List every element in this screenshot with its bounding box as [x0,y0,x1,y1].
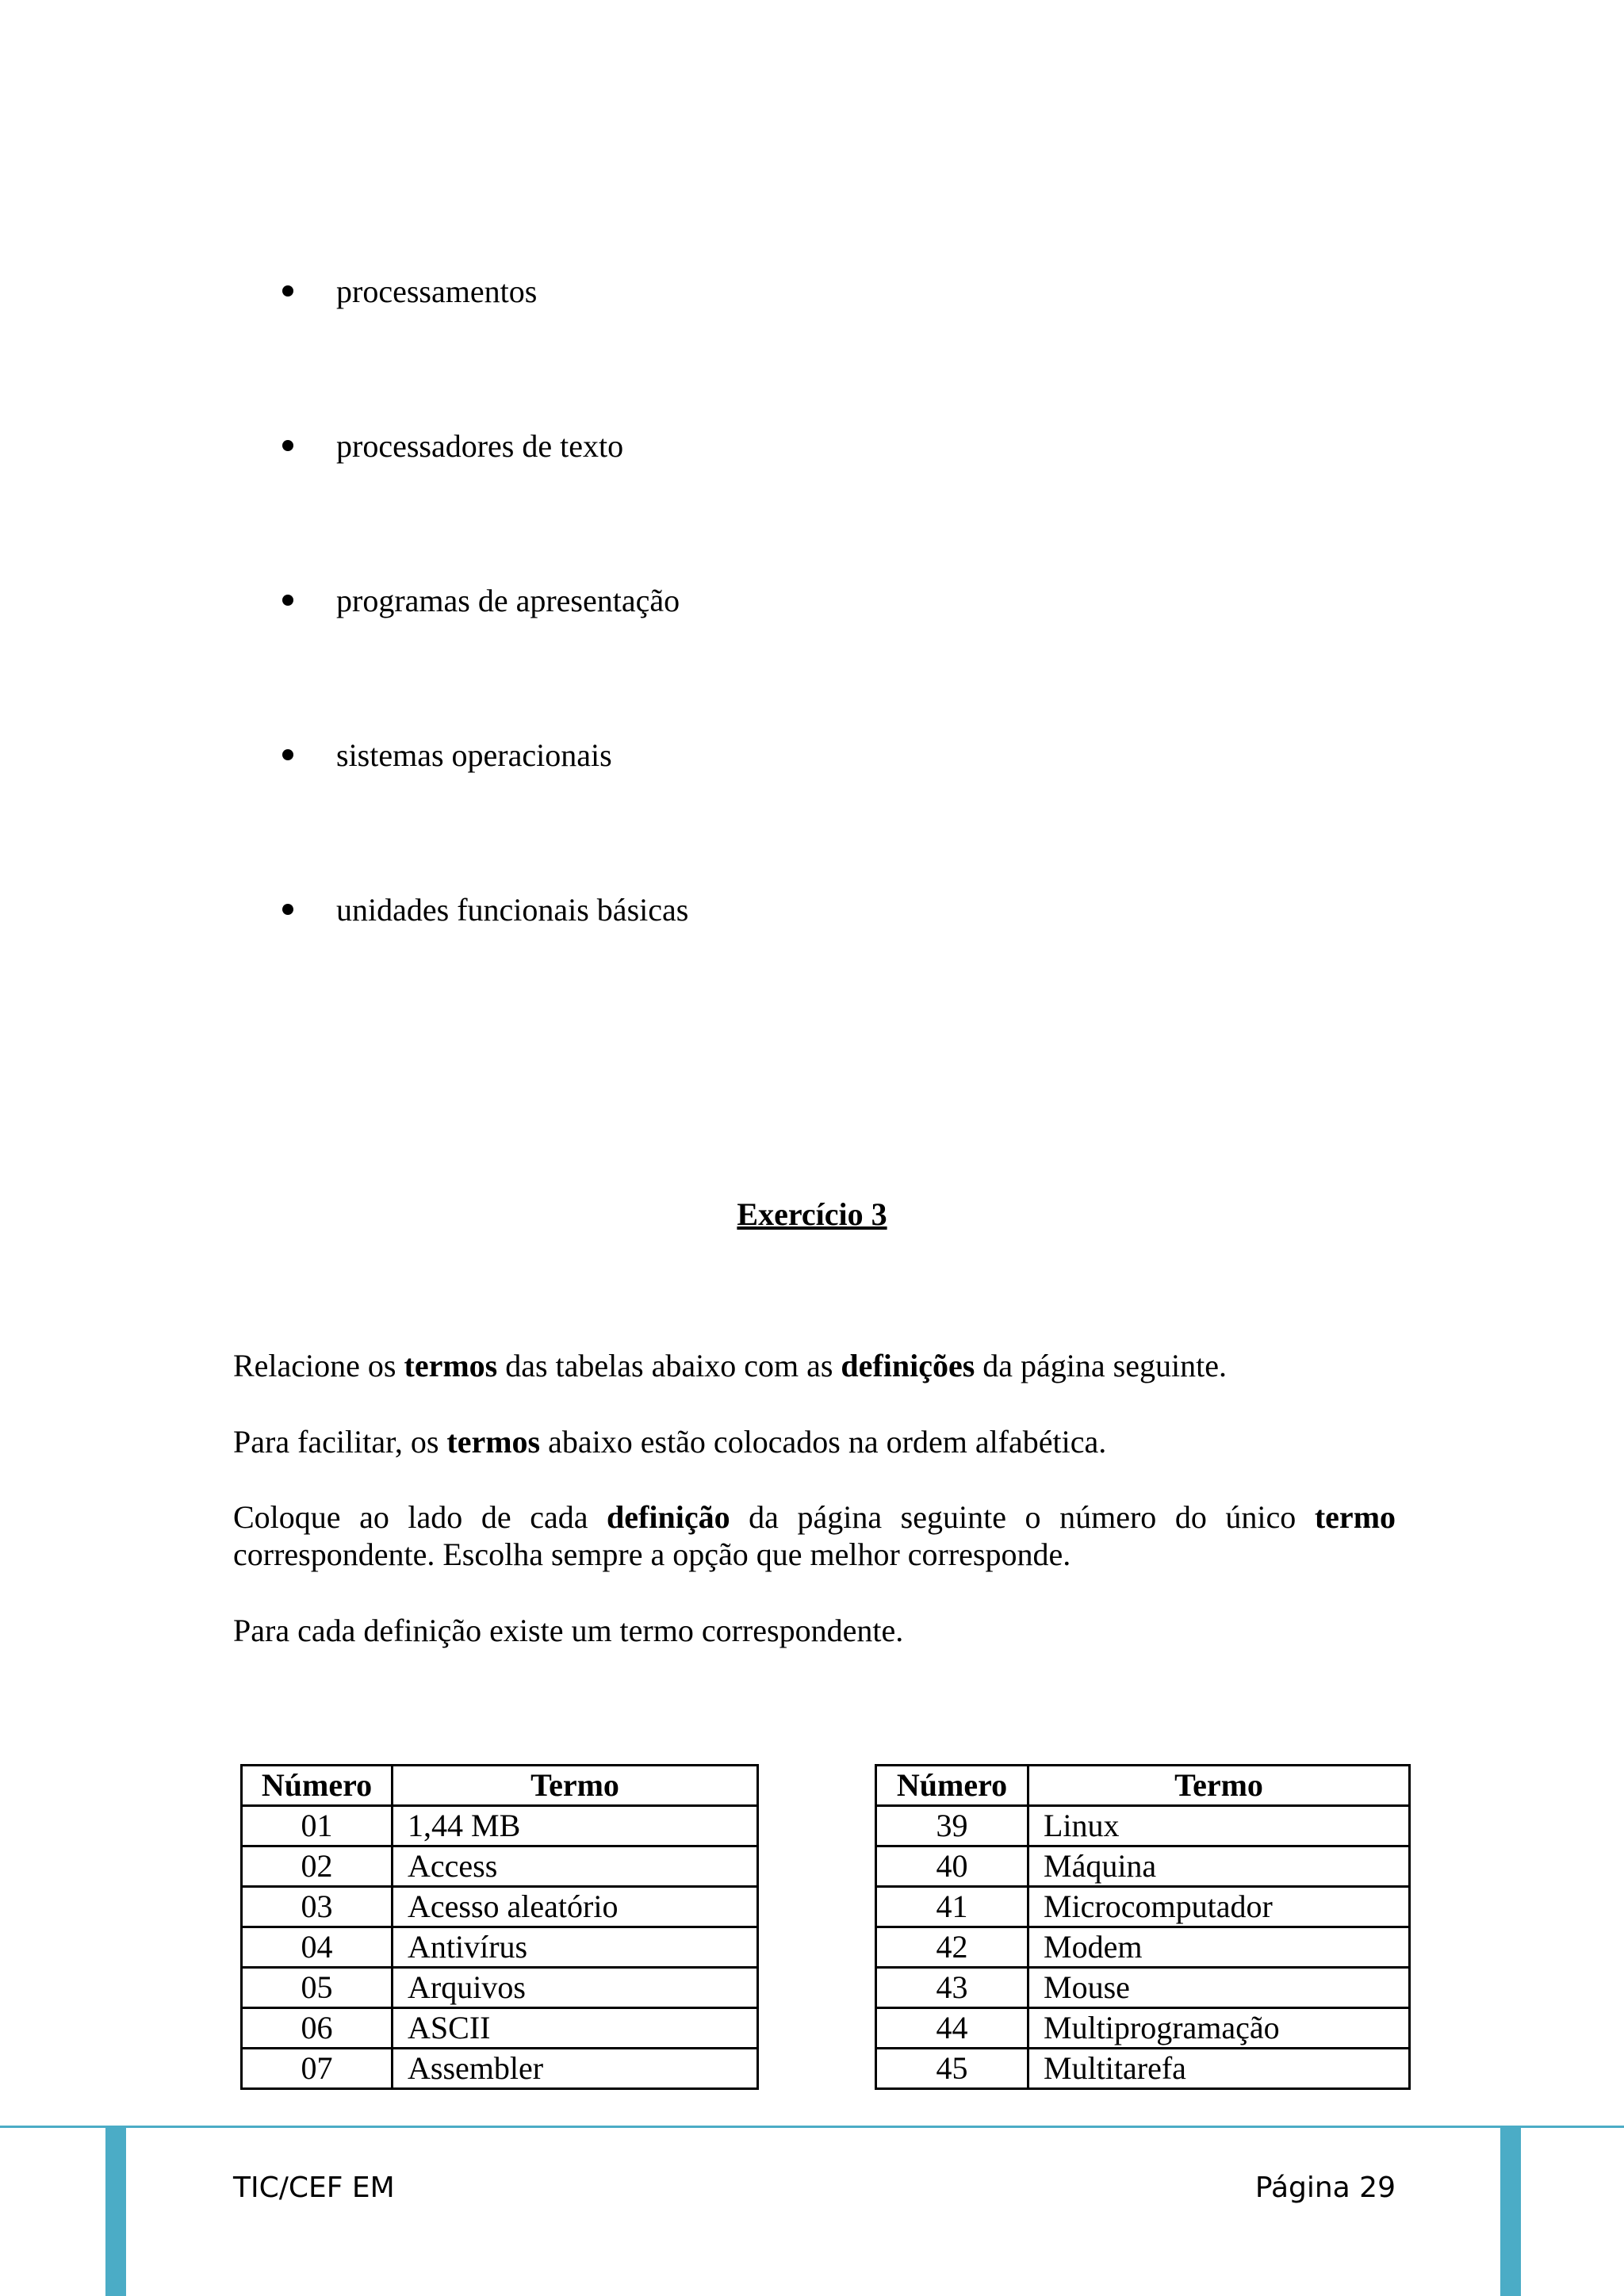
term-name: Multitarefa [1028,2049,1410,2089]
bullet-list [282,266,1392,1039]
term-name: 1,44 MB [393,1806,758,1846]
table-row [242,2008,758,2049]
table-row [876,1846,1410,1887]
table-row [242,1968,758,2008]
table-row [876,2008,1410,2049]
term-name: Acesso aleatório [393,1887,758,1927]
instruction-paragraph-3: Coloque ao lado de cada definição da página seguinte o número do único termo correspondente. Escolha sempre a opção que melhor corresponde. [233,1499,1396,1572]
table-header-row [242,1766,758,1806]
term-number: 42 [876,1927,1028,1968]
term-number: 06 [242,2008,393,2049]
bullet-item [282,421,1392,576]
bullet-text: unidades funcionais básicas [336,892,689,928]
term-name: Assembler [393,2049,758,2089]
table-row [242,2049,758,2089]
table-row [876,1806,1410,1846]
footer-right-accent-bar [1500,2126,1521,2296]
term-name: Linux [1028,1806,1410,1846]
bullet-text: processamentos [336,274,538,309]
footer-left-accent-bar [105,2126,126,2296]
table-row [876,1927,1410,1968]
column-header-number: Número [876,1766,1028,1806]
footer-document-label: TIC/CEF EM [233,2172,395,2204]
term-number: 39 [876,1806,1028,1846]
table-row [242,1806,758,1846]
bullet-text: processadores de texto [336,428,624,464]
instruction-paragraph-1: Relacione os termos das tabelas abaixo com as definições da página seguinte. [233,1348,1227,1383]
table-header-row [876,1766,1410,1806]
term-name: Arquivos [393,1968,758,2008]
column-header-term: Termo [1028,1766,1410,1806]
table-row [242,1887,758,1927]
table-row [876,1887,1410,1927]
footer-page-number: Página 29 [1254,2172,1396,2204]
column-header-number: Número [242,1766,393,1806]
term-number: 03 [242,1887,393,1927]
term-number: 07 [242,2049,393,2089]
term-name: ASCII [393,2008,758,2049]
term-number: 45 [876,2049,1028,2089]
column-header-term: Termo [393,1766,758,1806]
bullet-dot-icon [282,440,293,451]
bullet-item [282,266,1392,421]
table-row [876,2049,1410,2089]
instruction-paragraph-4: Para cada definição existe um termo correspondente. [233,1613,904,1648]
term-name: Access [393,1846,758,1887]
bullet-item [282,885,1392,1039]
bullet-text: sistemas operacionais [336,737,612,773]
bullet-dot-icon [282,285,293,297]
term-name: Antivírus [393,1927,758,1968]
bullet-dot-icon [282,749,293,760]
bullet-dot-icon [282,904,293,915]
term-number: 01 [242,1806,393,1846]
term-name: Microcomputador [1028,1887,1410,1927]
term-number: 02 [242,1846,393,1887]
bullet-text: programas de apresentação [336,583,680,618]
term-number: 41 [876,1887,1028,1927]
terms-table-right [875,1764,1411,2090]
table-row [242,1927,758,1968]
exercise-title: Exercício 3 [737,1196,887,1232]
term-number: 44 [876,2008,1028,2049]
term-number: 40 [876,1846,1028,1887]
bullet-dot-icon [282,595,293,606]
term-name: Multiprogramação [1028,2008,1410,2049]
term-number: 05 [242,1968,393,2008]
term-number: 04 [242,1927,393,1968]
term-name: Mouse [1028,1968,1410,2008]
term-number: 43 [876,1968,1028,2008]
table-row [876,1968,1410,2008]
bullet-item [282,730,1392,885]
instruction-paragraph-2: Para facilitar, os termos abaixo estão colocados na ordem alfabética. [233,1424,1107,1460]
bullet-item [282,576,1392,730]
terms-table-left [240,1764,759,2090]
table-row [242,1846,758,1887]
term-name: Máquina [1028,1846,1410,1887]
footer-divider [0,2126,1624,2128]
term-name: Modem [1028,1927,1410,1968]
